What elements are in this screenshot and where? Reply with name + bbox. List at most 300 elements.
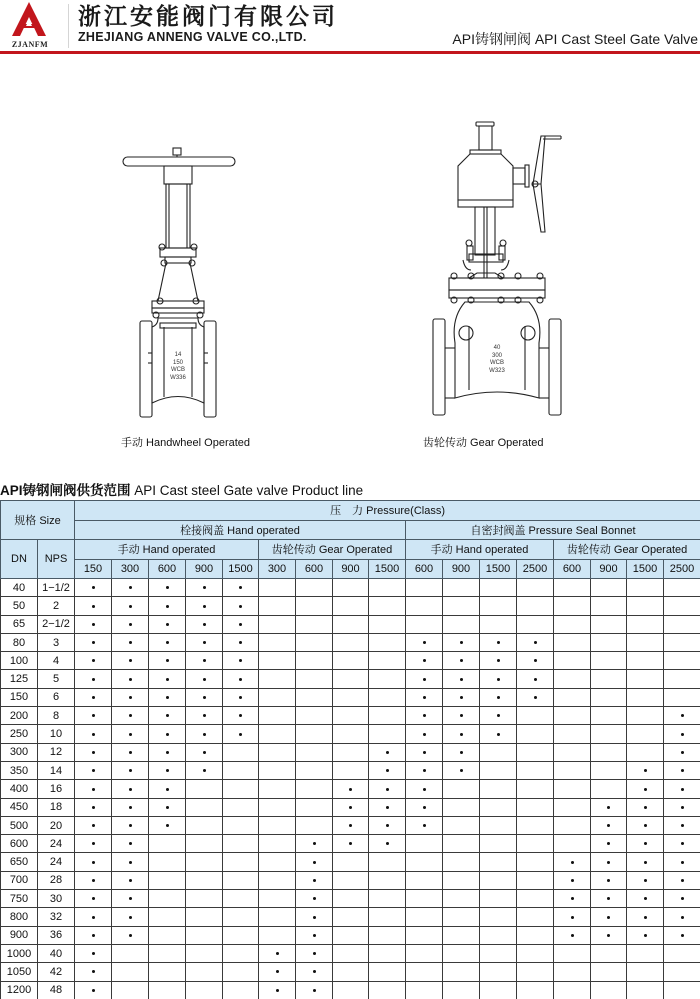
available-cell: [75, 908, 112, 926]
empty-cell: [664, 981, 700, 999]
handwheel-gate-valve-icon: [120, 135, 240, 430]
availability-dot-icon: [423, 788, 426, 791]
dn-cell: 600: [1, 835, 38, 853]
availability-dot-icon: [460, 751, 463, 754]
available-cell: [149, 688, 186, 706]
availability-dot-icon: [681, 733, 684, 736]
empty-cell: [296, 761, 333, 779]
table-body: [1, 579, 700, 999]
empty-cell: [369, 926, 406, 944]
empty-cell: [259, 871, 296, 889]
availability-dot-icon: [313, 934, 316, 937]
available-cell: [259, 963, 296, 981]
dn-cell: 350: [1, 761, 38, 779]
available-cell: [406, 798, 443, 816]
empty-cell: [554, 944, 591, 962]
available-cell: [149, 816, 186, 834]
availability-dot-icon: [607, 934, 610, 937]
availability-dot-icon: [644, 806, 647, 809]
available-cell: [664, 798, 700, 816]
group-header: 手动 Hand operated: [75, 540, 259, 560]
available-cell: [627, 908, 664, 926]
availability-dot-icon: [166, 751, 169, 754]
body-marking-line: 14: [174, 352, 182, 358]
pressure-seal-header: 自密封阀盖 Pressure Seal Bonnet: [406, 520, 700, 540]
empty-cell: [369, 981, 406, 999]
available-cell: [333, 816, 369, 834]
available-cell: [75, 798, 112, 816]
availability-dot-icon: [203, 605, 206, 608]
availability-dot-icon: [681, 916, 684, 919]
empty-cell: [223, 816, 259, 834]
empty-cell: [480, 871, 517, 889]
available-cell: [149, 670, 186, 688]
empty-cell: [369, 707, 406, 725]
empty-cell: [186, 798, 223, 816]
empty-cell: [406, 926, 443, 944]
availability-dot-icon: [534, 659, 537, 662]
empty-cell: [296, 652, 333, 670]
empty-cell: [333, 615, 369, 633]
availability-dot-icon: [497, 641, 500, 644]
available-cell: [591, 798, 627, 816]
empty-cell: [627, 597, 664, 615]
availability-dot-icon: [92, 586, 95, 589]
availability-dot-icon: [92, 714, 95, 717]
empty-cell: [296, 579, 333, 597]
empty-cell: [517, 615, 554, 633]
empty-cell: [296, 615, 333, 633]
table-row: [1, 761, 700, 779]
table-row: [1, 908, 700, 926]
available-cell: [149, 615, 186, 633]
nps-cell: 30: [38, 890, 75, 908]
empty-cell: [517, 871, 554, 889]
empty-cell: [149, 890, 186, 908]
size-header: 规格 Size: [1, 501, 75, 540]
available-cell: [443, 743, 480, 761]
availability-dot-icon: [92, 806, 95, 809]
nps-cell: 2: [38, 597, 75, 615]
empty-cell: [480, 597, 517, 615]
availability-dot-icon: [607, 806, 610, 809]
empty-cell: [664, 633, 700, 651]
group-header: 齿轮传动 Gear Operated: [554, 540, 700, 560]
available-cell: [75, 633, 112, 651]
empty-cell: [443, 963, 480, 981]
availability-dot-icon: [423, 806, 426, 809]
available-cell: [369, 743, 406, 761]
nps-cell: 8: [38, 707, 75, 725]
empty-cell: [296, 780, 333, 798]
availability-dot-icon: [129, 659, 132, 662]
availability-dot-icon: [534, 641, 537, 644]
availability-dot-icon: [239, 623, 242, 626]
nps-cell: 28: [38, 871, 75, 889]
available-cell: [406, 780, 443, 798]
availability-dot-icon: [92, 623, 95, 626]
availability-dot-icon: [239, 605, 242, 608]
availability-dot-icon: [423, 659, 426, 662]
empty-cell: [369, 688, 406, 706]
gear-gate-valve-icon: [425, 118, 575, 430]
available-cell: [333, 835, 369, 853]
availability-dot-icon: [239, 678, 242, 681]
availability-dot-icon: [644, 769, 647, 772]
empty-cell: [149, 835, 186, 853]
empty-cell: [480, 944, 517, 962]
dn-cell: 125: [1, 670, 38, 688]
available-cell: [75, 761, 112, 779]
empty-cell: [223, 981, 259, 999]
available-cell: [554, 908, 591, 926]
empty-cell: [259, 652, 296, 670]
availability-dot-icon: [349, 842, 352, 845]
availability-dot-icon: [92, 934, 95, 937]
company-logo: [4, 2, 54, 50]
empty-cell: [369, 615, 406, 633]
availability-dot-icon: [681, 714, 684, 717]
available-cell: [627, 926, 664, 944]
availability-dot-icon: [571, 861, 574, 864]
availability-dot-icon: [460, 659, 463, 662]
available-cell: [296, 853, 333, 871]
empty-cell: [480, 926, 517, 944]
available-cell: [223, 579, 259, 597]
dn-cell: 250: [1, 725, 38, 743]
available-cell: [186, 652, 223, 670]
empty-cell: [627, 615, 664, 633]
empty-cell: [149, 981, 186, 999]
dn-cell: 450: [1, 798, 38, 816]
empty-cell: [480, 890, 517, 908]
body-marking-line: WCB: [171, 367, 185, 373]
handwheel-caption: 手动 Handwheel Operated: [121, 437, 251, 449]
available-cell: [75, 853, 112, 871]
available-cell: [112, 926, 149, 944]
dn-cell: 80: [1, 633, 38, 651]
empty-cell: [554, 652, 591, 670]
body-marking-line: W323: [489, 367, 505, 374]
body-marking-line: W336: [170, 374, 186, 381]
available-cell: [112, 798, 149, 816]
available-cell: [296, 908, 333, 926]
availability-dot-icon: [203, 769, 206, 772]
empty-cell: [223, 835, 259, 853]
available-cell: [369, 816, 406, 834]
company-name-en: ZHEJIANG ANNENG VALVE CO.,LTD.: [78, 30, 307, 44]
dn-cell: 1050: [1, 963, 38, 981]
class-header: 900: [443, 559, 480, 579]
class-header: 1500: [480, 559, 517, 579]
available-cell: [75, 652, 112, 670]
nps-cell: 6: [38, 688, 75, 706]
available-cell: [75, 890, 112, 908]
empty-cell: [554, 579, 591, 597]
empty-cell: [223, 963, 259, 981]
availability-dot-icon: [239, 641, 242, 644]
available-cell: [112, 908, 149, 926]
available-cell: [664, 761, 700, 779]
availability-dot-icon: [681, 842, 684, 845]
table-row: [1, 926, 700, 944]
available-cell: [296, 926, 333, 944]
empty-cell: [664, 579, 700, 597]
available-cell: [75, 963, 112, 981]
table-row: [1, 780, 700, 798]
availability-dot-icon: [313, 861, 316, 864]
empty-cell: [554, 743, 591, 761]
nps-cell: 24: [38, 835, 75, 853]
empty-cell: [443, 816, 480, 834]
empty-cell: [186, 871, 223, 889]
availability-dot-icon: [386, 769, 389, 772]
available-cell: [627, 761, 664, 779]
dn-cell: 800: [1, 908, 38, 926]
empty-cell: [406, 890, 443, 908]
available-cell: [186, 743, 223, 761]
dn-cell: 40: [1, 579, 38, 597]
availability-dot-icon: [92, 659, 95, 662]
availability-dot-icon: [92, 879, 95, 882]
empty-cell: [333, 725, 369, 743]
availability-dot-icon: [129, 861, 132, 864]
empty-cell: [443, 926, 480, 944]
empty-cell: [149, 871, 186, 889]
empty-cell: [554, 670, 591, 688]
empty-cell: [517, 707, 554, 725]
class-header: 300: [259, 559, 296, 579]
availability-dot-icon: [166, 623, 169, 626]
availability-dot-icon: [386, 806, 389, 809]
empty-cell: [591, 670, 627, 688]
availability-dot-icon: [203, 641, 206, 644]
available-cell: [591, 890, 627, 908]
empty-cell: [259, 853, 296, 871]
empty-cell: [591, 761, 627, 779]
availability-dot-icon: [276, 952, 279, 955]
empty-cell: [223, 853, 259, 871]
availability-dot-icon: [497, 678, 500, 681]
availability-dot-icon: [313, 879, 316, 882]
empty-cell: [627, 944, 664, 962]
availability-dot-icon: [239, 586, 242, 589]
available-cell: [223, 707, 259, 725]
empty-cell: [223, 944, 259, 962]
availability-dot-icon: [681, 861, 684, 864]
available-cell: [480, 670, 517, 688]
available-cell: [443, 761, 480, 779]
empty-cell: [554, 981, 591, 999]
empty-cell: [333, 707, 369, 725]
class-header: 900: [333, 559, 369, 579]
availability-dot-icon: [497, 733, 500, 736]
available-cell: [223, 725, 259, 743]
table-row: [1, 743, 700, 761]
body-marking-line: 40: [493, 345, 501, 351]
available-cell: [480, 633, 517, 651]
empty-cell: [369, 963, 406, 981]
availability-dot-icon: [644, 824, 647, 827]
availability-dot-icon: [423, 641, 426, 644]
availability-dot-icon: [92, 788, 95, 791]
empty-cell: [554, 798, 591, 816]
availability-dot-icon: [129, 751, 132, 754]
available-cell: [223, 597, 259, 615]
empty-cell: [554, 835, 591, 853]
empty-cell: [259, 707, 296, 725]
available-cell: [186, 633, 223, 651]
availability-dot-icon: [203, 586, 206, 589]
nps-cell: 14: [38, 761, 75, 779]
body-marking-line: 150: [172, 359, 183, 366]
company-name-cn: 浙江安能阀门有限公司: [78, 4, 338, 30]
availability-dot-icon: [607, 916, 610, 919]
availability-dot-icon: [203, 751, 206, 754]
available-cell: [186, 688, 223, 706]
available-cell: [186, 670, 223, 688]
available-cell: [369, 835, 406, 853]
pressure-header: 压 力 Pressure(Class): [75, 501, 700, 521]
available-cell: [186, 761, 223, 779]
availability-dot-icon: [166, 824, 169, 827]
class-header: 2500: [517, 559, 554, 579]
empty-cell: [591, 615, 627, 633]
empty-cell: [517, 579, 554, 597]
availability-dot-icon: [92, 769, 95, 772]
empty-cell: [259, 615, 296, 633]
class-header: 1500: [369, 559, 406, 579]
section-title-cn: API铸钢闸阀供货范围: [0, 483, 131, 498]
available-cell: [517, 688, 554, 706]
table-row: [1, 615, 700, 633]
available-cell: [664, 725, 700, 743]
empty-cell: [186, 890, 223, 908]
empty-cell: [517, 798, 554, 816]
availability-dot-icon: [497, 659, 500, 662]
empty-cell: [406, 579, 443, 597]
empty-cell: [333, 579, 369, 597]
available-cell: [112, 688, 149, 706]
available-cell: [223, 652, 259, 670]
availability-dot-icon: [534, 696, 537, 699]
table-row: [1, 890, 700, 908]
available-cell: [664, 871, 700, 889]
available-cell: [149, 780, 186, 798]
available-cell: [223, 615, 259, 633]
availability-dot-icon: [129, 586, 132, 589]
class-header: 600: [296, 559, 333, 579]
body-marking: [162, 352, 194, 382]
empty-cell: [406, 944, 443, 962]
empty-cell: [186, 981, 223, 999]
empty-cell: [554, 816, 591, 834]
empty-cell: [591, 725, 627, 743]
availability-dot-icon: [349, 788, 352, 791]
empty-cell: [333, 981, 369, 999]
section-title-en: API Cast steel Gate valve Product line: [134, 483, 364, 498]
empty-cell: [296, 798, 333, 816]
nps-cell: 36: [38, 926, 75, 944]
availability-dot-icon: [166, 714, 169, 717]
available-cell: [149, 652, 186, 670]
empty-cell: [333, 670, 369, 688]
availability-dot-icon: [423, 678, 426, 681]
dn-cell: 150: [1, 688, 38, 706]
available-cell: [186, 707, 223, 725]
empty-cell: [664, 688, 700, 706]
availability-dot-icon: [129, 788, 132, 791]
class-header: 900: [186, 559, 223, 579]
empty-cell: [664, 670, 700, 688]
availability-dot-icon: [92, 751, 95, 754]
empty-cell: [333, 853, 369, 871]
available-cell: [443, 725, 480, 743]
availability-dot-icon: [349, 824, 352, 827]
available-cell: [406, 688, 443, 706]
empty-cell: [627, 963, 664, 981]
available-cell: [480, 688, 517, 706]
available-cell: [333, 798, 369, 816]
empty-cell: [517, 908, 554, 926]
availability-dot-icon: [166, 641, 169, 644]
header-row-pressure: [1, 501, 700, 521]
availability-dot-icon: [681, 769, 684, 772]
availability-dot-icon: [313, 842, 316, 845]
empty-cell: [591, 633, 627, 651]
empty-cell: [517, 963, 554, 981]
empty-cell: [223, 926, 259, 944]
availability-dot-icon: [203, 659, 206, 662]
empty-cell: [443, 615, 480, 633]
empty-cell: [591, 688, 627, 706]
nps-cell: 20: [38, 816, 75, 834]
empty-cell: [591, 579, 627, 597]
header-row-operation: [1, 540, 700, 560]
empty-cell: [149, 853, 186, 871]
available-cell: [186, 597, 223, 615]
available-cell: [112, 670, 149, 688]
availability-dot-icon: [681, 897, 684, 900]
available-cell: [591, 926, 627, 944]
available-cell: [75, 944, 112, 962]
availability-dot-icon: [681, 934, 684, 937]
empty-cell: [223, 743, 259, 761]
empty-cell: [480, 798, 517, 816]
available-cell: [75, 615, 112, 633]
availability-dot-icon: [129, 916, 132, 919]
empty-cell: [517, 725, 554, 743]
empty-cell: [296, 597, 333, 615]
empty-cell: [627, 579, 664, 597]
empty-cell: [443, 579, 480, 597]
empty-cell: [186, 926, 223, 944]
available-cell: [443, 707, 480, 725]
availability-dot-icon: [129, 641, 132, 644]
empty-cell: [369, 853, 406, 871]
empty-cell: [333, 633, 369, 651]
dn-cell: 750: [1, 890, 38, 908]
availability-dot-icon: [166, 769, 169, 772]
empty-cell: [480, 780, 517, 798]
empty-cell: [333, 761, 369, 779]
empty-cell: [186, 944, 223, 962]
empty-cell: [664, 963, 700, 981]
table-row: [1, 944, 700, 962]
available-cell: [75, 926, 112, 944]
empty-cell: [517, 780, 554, 798]
availability-dot-icon: [423, 769, 426, 772]
